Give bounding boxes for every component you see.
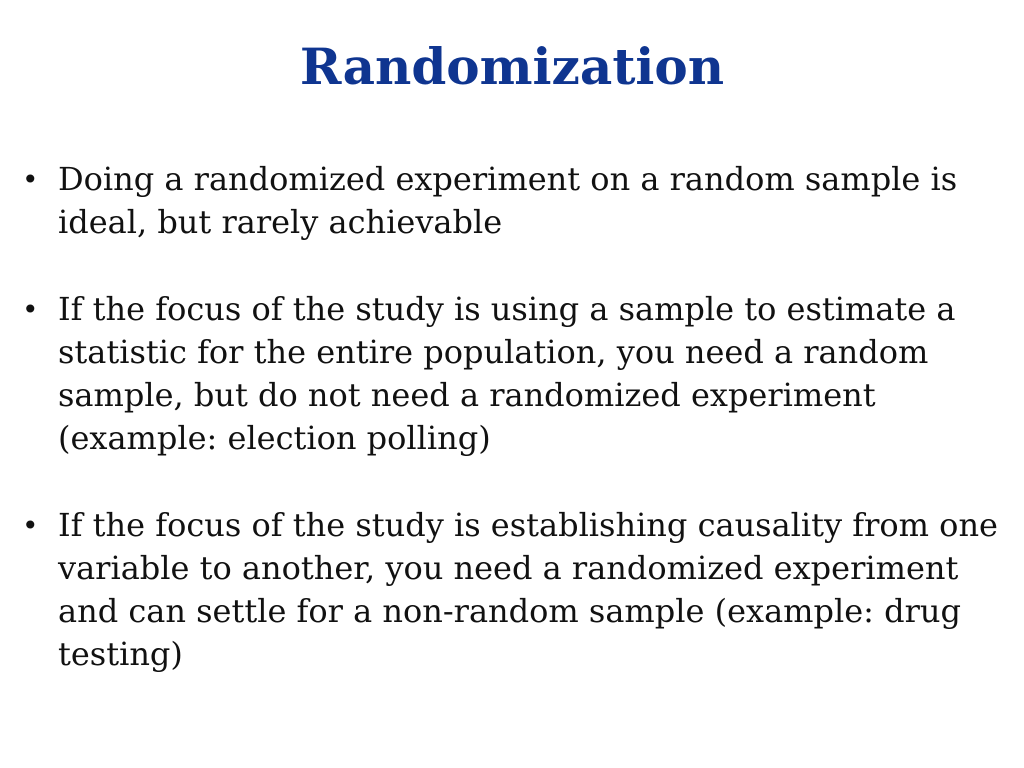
bullet-dot-icon: • [22,293,39,326]
bullet-item [0,158,998,244]
bullet-text: If the focus of the study is establishing causality from one variable to another, you need a randomized experiment and can settle for a non-random sample (example: drug testing) [58,506,998,673]
bullet-dot-icon: • [22,509,39,542]
bullet-dot-icon: • [22,163,39,196]
bullet-item [0,504,998,676]
slide-title: Randomization [299,37,725,96]
bullet-text: Doing a randomized experiment on a random sample is ideal, but rarely achievable [58,160,958,241]
bullet-list [0,158,1024,720]
bullet-item [0,288,998,460]
bullet-text: If the focus of the study is using a sample to estimate a statistic for the entire population, you need a random sample, but do not need a randomized experiment (example: election polling) [58,290,956,457]
